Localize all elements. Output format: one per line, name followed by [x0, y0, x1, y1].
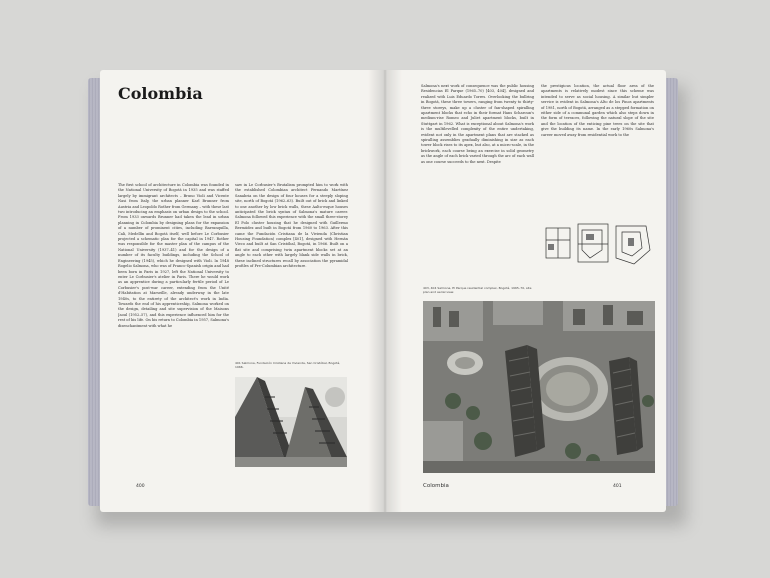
running-head: Colombia	[423, 483, 449, 489]
right-page-edges	[666, 78, 678, 506]
el-parque-aerial-photo	[423, 301, 655, 473]
right-photo-caption: 403, 404 Salmona, El Parque residential complex, Bogotá, 1965–70, site plan and aerial view.	[423, 286, 532, 294]
right-column-2-body: the prestigious location, the actual floor area of the apartments is relatively modest since this scheme was intended to serve as social housing. A similar but simpler service is evident in Salmona's Alto de los Pinos apartments of 1981, north of Bogotá, arranged as a stepped formation on either side of a communal garden which also steps down in the form of terraces, following the natural slope of the site and the location of the enticing pine trees on the site that give the building its name. In the early 1960s Salmona's career moved away from residential work to the	[541, 84, 654, 137]
left-page-edges	[88, 78, 100, 506]
left-photo-caption: 401 Salmona, Fundación Cristiana de Vivienda, San Cristóbal, Bogotá, 1966.	[235, 361, 341, 369]
left-column-1-body: The first school of architecture in Colombia was founded in the National University of Bogotá in 1935 and was staffed largely by immigrant architects – Bruno Violi and Vicente Nasi from Italy, the urban planner Karl Brunner from Austria and Leopoldo Rother from Germany – with these last two introducing an emphasis on urban design to the school. From 1933 onwards Brunner had taken the lead in urban planning in Colombia by designing plans for the expansion of a number of prominent cities, including Barranquilla, Cali, Medellín and Bogotá itself, well before Le Corbusier projected a schematic plan for the capital in 1947. Rother was responsible for the master plan of the campus of the National University (1937–41) and for the design of a number of its faculty buildings, including the School of Engineering (1945), which he designed with Violi. In 1948 Rogelio Salmona, who was of Franco-Spanish origin and had been born in Paris in 1927, left the National University to enter Le Corbusier's atelier in Paris. There he would work as an apprentice during a particularly fertile period of Le Corbusier's post-war career, extending from the Unité d'Habitation at Marseille, already underway in the late 1940s, to the entirety of the architect's work in India. Towards the end of his apprenticeship, Salmona worked on the design, detailing and site supervision of the Maisons Jaoul (1952–57), and this experience influenced him for the rest of his life. On his return to Colombia in 1957, Salmona's disenchantment with what he	[118, 183, 229, 328]
left-column-2-body: saw in Le Corbusier's Brutalism prompted him to work with the established Colombian architect Fernando Martínez Sanabria on the design of four houses for a steeply sloping site, north of Bogotá (1962–63). Built out of brick and linked to one another by low brick walls, these Aalto-esque houses anticipated the brick syntax of Salmona's mature career. Salmona followed this experience with the small three-storey El Polo cluster housing that he designed with Guillermo Bermúdez and built in Bogotá from 1960 to 1963. After this came the Fundación Cristiana de la Vivienda (Christian Housing Foundation) complex [401], designed with Hernán Vieco and built at San Cristóbal, Bogotá, in 1966. Built on a flat site and comprising twin apartment blocks set at an angle to each other with largely blank side walls in brick, these inclined structures recall by association the pyramidal profiles of Pre-Columbian architecture.	[235, 183, 348, 269]
right-page-number: 401	[613, 484, 622, 489]
left-page	[100, 70, 385, 512]
site-plan-drawing	[542, 220, 655, 280]
right-column-1-body: Salmona's next work of consequence was the public housing Residencias El Parque (1965–70) [403, 404], designed and realized with Luis Eduardo Torres. Overlooking the bullring in Bogotá, these three towers, ranging from twenty to thirty-three storeys, make up a cluster of fan-shaped spiralling apartment blocks that echo in their format Hans Scharoun's medium-rise Romeo and Juliet apartment blocks, built in Stuttgart in 1962. What is exceptional about Salmona's work is the multilevelled complexity of the entire undertaking, evident not only in the apartment plans that are stacked as spiralling assemblies gradually diminishing in size as each tower block rises to its apex, but also, at a micro-scale, in the brickwork, each course being an exercise in solid geometry as the angle of each brick varied through the arc of each wall as one course succeeds to the next. Despite	[421, 84, 534, 164]
right-page	[385, 70, 666, 512]
left-page-number: 400	[136, 484, 145, 489]
right-page-text-column-1	[421, 84, 534, 282]
right-page-text-column-2	[541, 84, 654, 196]
left-page-text-column-1	[118, 183, 229, 473]
chapter-title: Colombia	[118, 84, 203, 103]
housing-foundation-photo	[235, 377, 347, 467]
